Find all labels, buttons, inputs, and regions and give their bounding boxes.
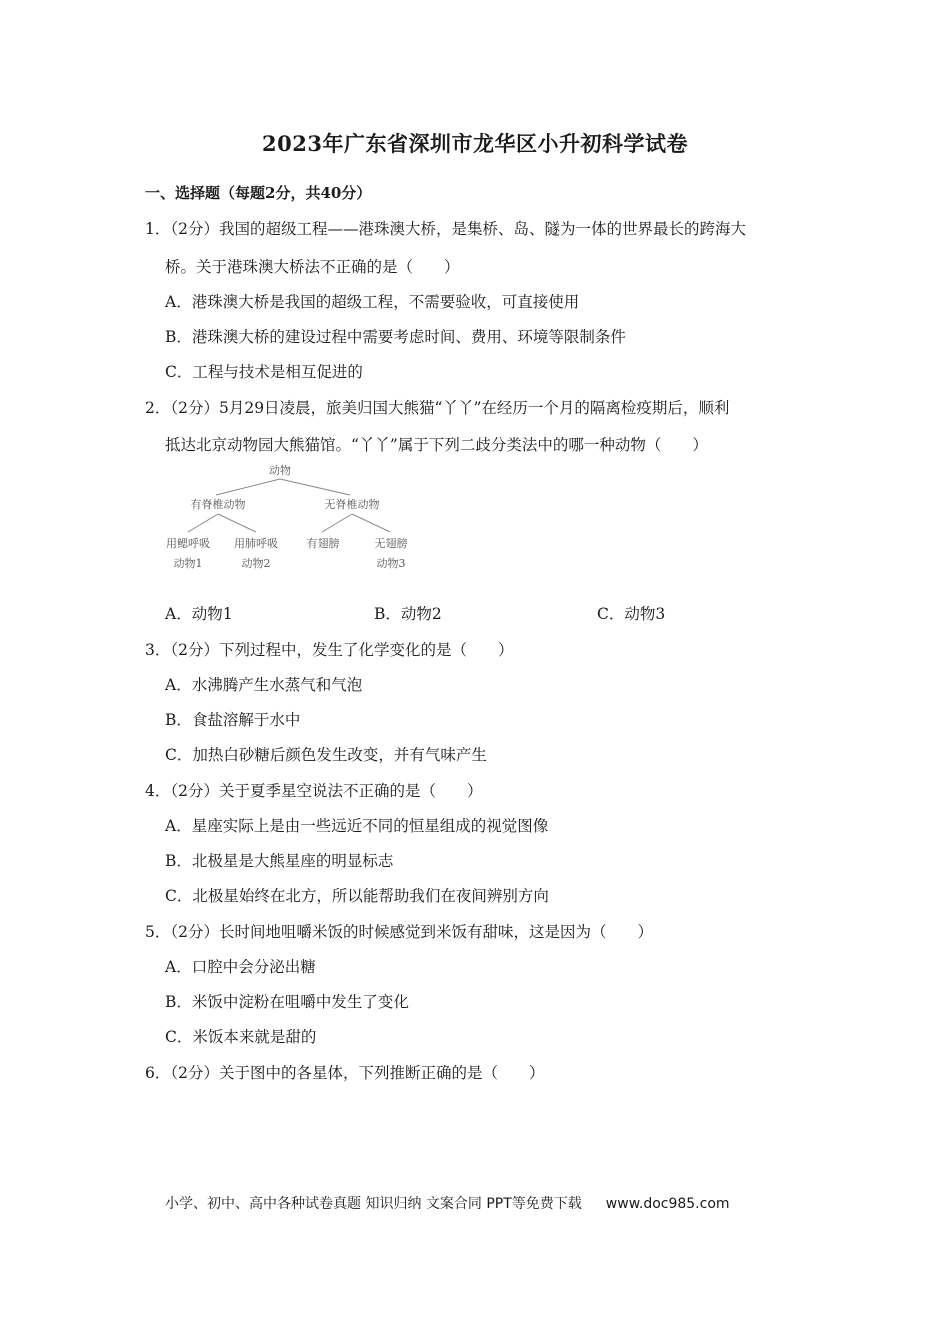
diagram-branch-line	[216, 479, 280, 495]
question-3-line1: 3．（2分）下列过程中，发生了化学变化的是（ ）	[145, 641, 514, 659]
question-1-option-c: C．工程与技术是相互促进的	[165, 363, 363, 381]
footer-url[interactable]: www.doc985.com	[605, 1196, 730, 1212]
diagram-root: 动物	[269, 464, 291, 477]
diagram-branch-line	[352, 514, 390, 532]
diagram-branch-line	[322, 514, 352, 532]
question-4-line1: 4．（2分）关于夏季星空说法不正确的是（ ）	[145, 782, 483, 800]
question-6-line1: 6．（2分）关于图中的各星体，下列推断正确的是（ ）	[145, 1064, 545, 1082]
question-5-option-a: A．口腔中会分泌出糖	[165, 958, 316, 976]
diagram-vertebrate: 有脊椎动物	[190, 498, 246, 511]
diagram-leaf-1: 用鳃呼吸	[166, 537, 210, 550]
question-3-option-a: A．水沸腾产生水蒸气和气泡	[165, 676, 363, 694]
diagram-leaf-4-label: 动物3	[376, 557, 406, 570]
diagram-leaf-4: 无翅膀	[374, 537, 408, 550]
question-3-option-c: C．加热白砂糖后颜色发生改变，并有气味产生	[165, 746, 487, 764]
section-heading: 一、选择题（每题2分，共40分）	[145, 184, 372, 202]
question-4-option-a: A．星座实际上是由一些远近不同的恒星组成的视觉图像	[165, 817, 549, 835]
question-1-line2: 桥。关于港珠澳大桥法不正确的是（ ）	[165, 258, 460, 276]
page-title: 2023年广东省深圳市龙华区小升初科学试卷	[262, 131, 688, 156]
question-4-option-b: B．北极星是大熊星座的明显标志	[165, 852, 394, 870]
diagram-invertebrate: 无脊椎动物	[324, 498, 380, 511]
diagram-branch-line	[280, 479, 350, 495]
footer	[165, 1193, 730, 1213]
diagram-leaf-2: 用肺呼吸	[234, 537, 278, 550]
question-1-option-b: B．港珠澳大桥的建设过程中需要考虑时间、费用、环境等限制条件	[165, 328, 626, 346]
classification-diagram	[160, 458, 430, 578]
question-5-option-b: B．米饭中淀粉在咀嚼中发生了变化	[165, 993, 409, 1011]
diagram-branch-line	[188, 514, 218, 532]
diagram-leaf-2-label: 动物2	[241, 557, 271, 570]
question-4-option-c: C．北极星始终在北方，所以能帮助我们在夜间辨别方向	[165, 887, 549, 905]
question-2-option-b: B．动物2	[374, 605, 442, 623]
question-1-line1: 1．（2分）我国的超级工程——港珠澳大桥，是集桥、岛、隧为一体的世界最长的跨海大	[145, 220, 746, 238]
question-5-option-c: C．米饭本来就是甜的	[165, 1028, 317, 1046]
question-5-line1: 5．（2分）长时间地咀嚼米饭的时候感觉到米饭有甜味，这是因为（ ）	[145, 923, 653, 941]
diagram-leaf-3: 有翅膀	[306, 537, 340, 550]
question-1-option-a: A．港珠澳大桥是我国的超级工程，不需要验收，可直接使用	[165, 293, 580, 311]
question-2-line2: 抵达北京动物园大熊猫馆。“丫丫”属于下列二歧分类法中的哪一种动物（ ）	[165, 436, 708, 454]
question-2-line1: 2．（2分）5月29日凌晨，旅美归国大熊猫“丫丫”在经历一个月的隔离检疫期后，顺利	[145, 399, 730, 417]
diagram-leaf-1-label: 动物1	[173, 557, 203, 570]
footer-text: 小学、初中、高中各种试卷真题 知识归纳 文案合同 PPT等免费下载	[165, 1196, 582, 1212]
question-2-option-a: A．动物1	[165, 605, 233, 623]
diagram-branch-line	[218, 514, 256, 532]
question-3-option-b: B．食盐溶解于水中	[165, 711, 301, 729]
question-2-option-c: C．动物3	[597, 605, 666, 623]
